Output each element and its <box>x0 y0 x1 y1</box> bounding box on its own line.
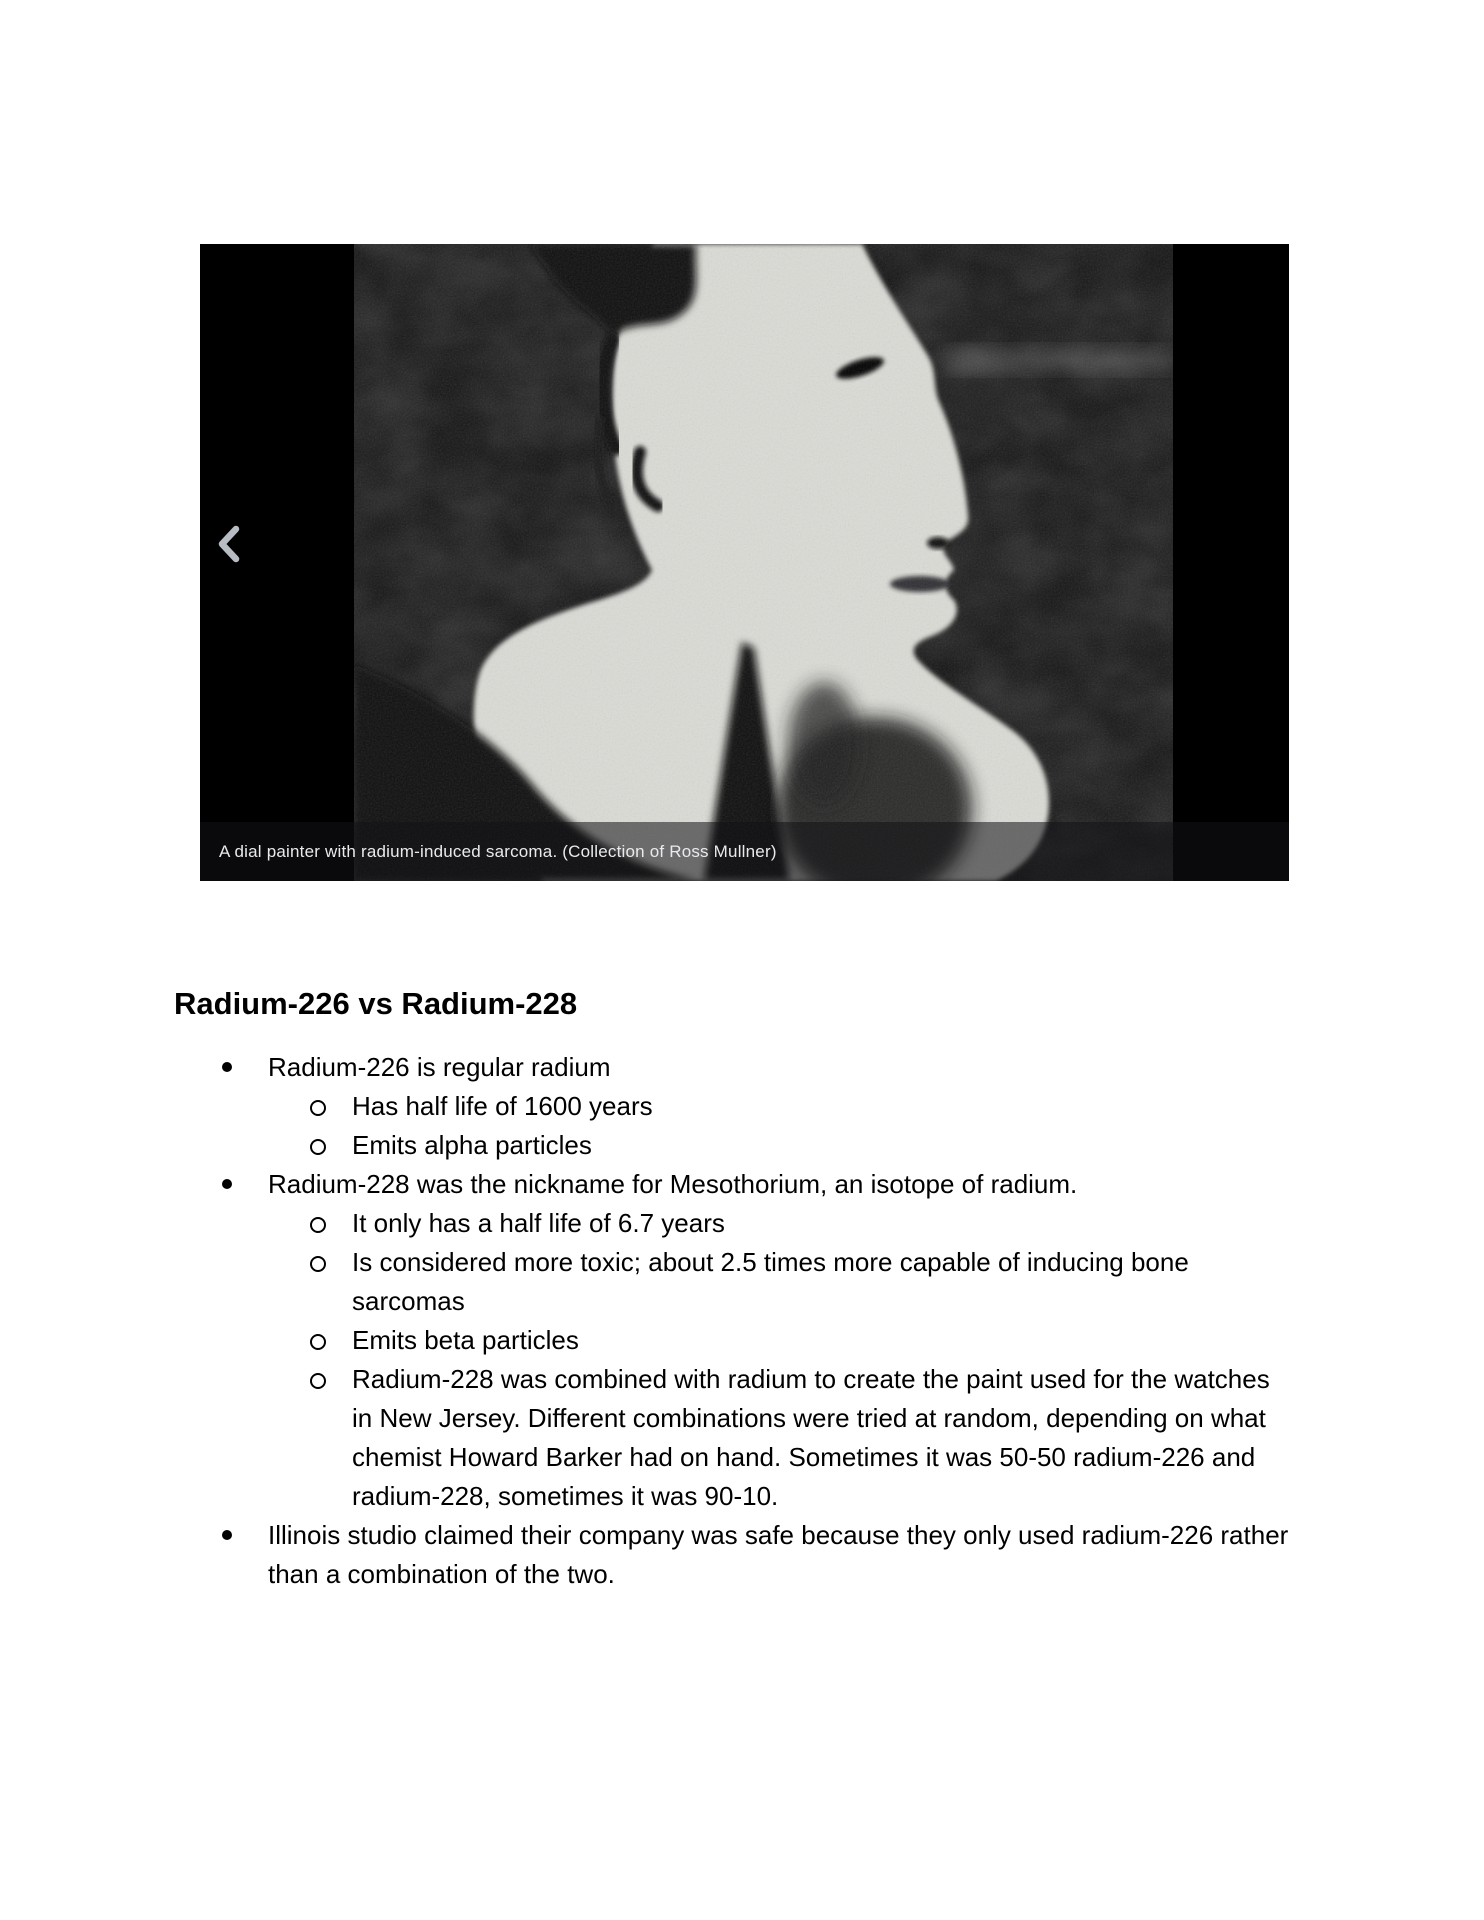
sub-list-item <box>352 1087 1292 1126</box>
sub-list-item-text: Has half life of 1600 years <box>352 1091 653 1121</box>
figure-block <box>200 244 1289 881</box>
sub-bullet-list <box>268 1204 1298 1516</box>
sub-list-item-text: Radium-228 was combined with radium to create the paint used for the watches in New Jersey. Different combinations were tried at random, depending on what chemist Howard Barker had on hand. Sometimes it was 50-50 radium-226 and radium-228, sometimes it was 90-10. <box>352 1364 1270 1511</box>
sub-list-item <box>352 1204 1292 1243</box>
list-item <box>268 1048 1298 1165</box>
list-item <box>268 1516 1298 1594</box>
sub-list-item <box>352 1360 1292 1516</box>
sub-list-item-text: It only has a half life of 6.7 years <box>352 1208 725 1238</box>
notes-section <box>0 1048 1298 1594</box>
figure-caption: A dial painter with radium-induced sarcoma. (Collection of Ross Mullner) <box>219 841 777 861</box>
list-item-text: Illinois studio claimed their company was safe because they only used radium-226 rather than a combination of the two. <box>268 1520 1289 1589</box>
sub-list-item <box>352 1126 1292 1165</box>
sub-list-item-text: Emits alpha particles <box>352 1130 592 1160</box>
previous-image-button[interactable] <box>208 523 252 567</box>
list-item-text: Radium-226 is regular radium <box>268 1052 611 1082</box>
list-item-text: Radium-228 was the nickname for Mesothorium, an isotope of radium. <box>268 1169 1078 1199</box>
list-item <box>268 1165 1298 1516</box>
sub-list-item-text: Emits beta particles <box>352 1325 579 1355</box>
chevron-left-icon <box>210 525 250 565</box>
section-heading: Radium-226 vs Radium-228 <box>174 986 578 1021</box>
photo-illustration <box>354 244 1173 881</box>
bullet-list <box>0 1048 1298 1594</box>
sub-list-item <box>352 1243 1292 1321</box>
sub-list-item-text: Is considered more toxic; about 2.5 times more capable of inducing bone sarcomas <box>352 1247 1189 1316</box>
sub-list-item <box>352 1321 1292 1360</box>
dial-painter-photo <box>354 244 1173 881</box>
figure-caption-bar <box>200 822 1289 881</box>
sub-bullet-list <box>268 1087 1298 1165</box>
